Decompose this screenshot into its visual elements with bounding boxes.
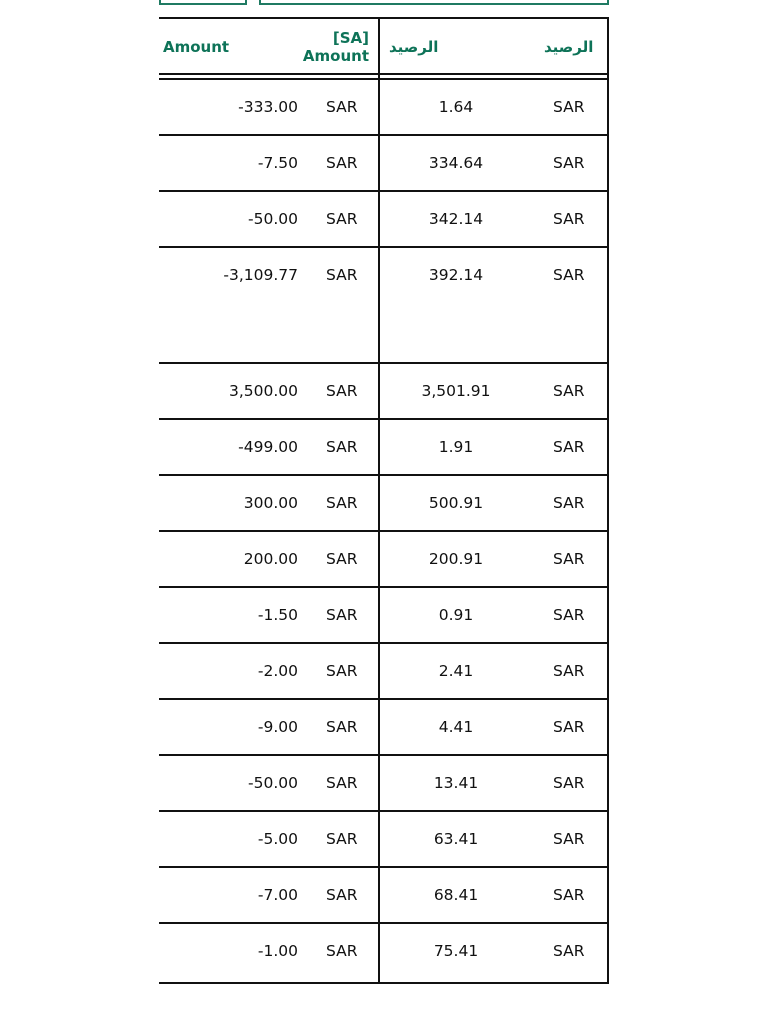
top-box-right	[259, 0, 609, 5]
amount-cell: 200.00	[243, 550, 298, 568]
row-border	[159, 586, 609, 588]
balance-cell: 3,501.91	[421, 382, 491, 400]
row-border	[159, 642, 609, 644]
balance-currency-cell: SAR	[553, 774, 585, 792]
currency-cell: SAR	[326, 718, 358, 736]
amount-cell: -333.00	[238, 98, 298, 116]
amount-cell: -50.00	[248, 210, 298, 228]
balance-cell: 2.41	[438, 662, 474, 680]
balance-currency-cell: SAR	[553, 382, 585, 400]
balance-cell: 334.64	[428, 154, 484, 172]
amount-header: Amount	[163, 38, 230, 56]
row-border	[159, 810, 609, 812]
row-border	[159, 474, 609, 476]
balance-cell: 392.14	[428, 266, 484, 284]
row-border	[159, 530, 609, 532]
amount-cell: 3,500.00	[228, 382, 298, 400]
amount-cell: -2.00	[257, 662, 298, 680]
balance-currency-cell: SAR	[553, 942, 585, 960]
amount-cell: -5.00	[257, 830, 298, 848]
balance-currency-cell: SAR	[553, 662, 585, 680]
balance-currency-cell: SAR	[553, 154, 585, 172]
currency-cell: SAR	[326, 266, 358, 284]
balance-currency-cell: SAR	[553, 266, 585, 284]
amount-cell: -1.00	[257, 942, 298, 960]
amount-cell: 300.00	[243, 494, 298, 512]
currency-cell: SAR	[326, 98, 358, 116]
currency-cell: SAR	[326, 494, 358, 512]
amount-cell: -499.00	[238, 438, 298, 456]
balance-cell: 63.41	[433, 830, 479, 848]
balance-currency-cell: SAR	[553, 98, 585, 116]
amount-cell: -9.00	[257, 718, 298, 736]
currency-cell: SAR	[326, 662, 358, 680]
balance-currency-cell: SAR	[553, 438, 585, 456]
balance-cell: 68.41	[433, 886, 479, 904]
balance-cell: 0.91	[438, 606, 474, 624]
row-border	[159, 134, 609, 136]
top-box-left	[159, 0, 247, 5]
row-border	[159, 418, 609, 420]
amount-cell: -50.00	[248, 774, 298, 792]
balance-cell: 1.91	[438, 438, 474, 456]
currency-cell: SAR	[326, 886, 358, 904]
currency-cell: SAR	[326, 606, 358, 624]
currency-cell: SAR	[326, 774, 358, 792]
row-border	[159, 246, 609, 248]
amount-cell: -3,109.77	[223, 266, 298, 284]
balance-currency-cell: SAR	[553, 550, 585, 568]
balance-cell: 342.14	[428, 210, 484, 228]
currency-cell: SAR	[326, 550, 358, 568]
amount-cell: -1.50	[257, 606, 298, 624]
currency-cell: SAR	[326, 942, 358, 960]
balance-header-1: الرصيد	[389, 38, 439, 56]
balance-cell: 1.64	[438, 98, 474, 116]
balance-currency-cell: SAR	[553, 606, 585, 624]
row-border	[159, 698, 609, 700]
balance-currency-cell: SAR	[553, 210, 585, 228]
header-divider	[378, 17, 380, 77]
amount-cell: -7.50	[257, 154, 298, 172]
sa-amount-header	[290, 29, 369, 65]
balance-currency-cell: SAR	[553, 718, 585, 736]
header-right-border	[607, 17, 609, 77]
balance-currency-cell: SAR	[553, 886, 585, 904]
table-bottom-border	[159, 982, 609, 984]
balance-cell: 200.91	[428, 550, 484, 568]
currency-cell: SAR	[326, 438, 358, 456]
balance-cell: 4.41	[438, 718, 474, 736]
currency-cell: SAR	[326, 154, 358, 172]
balance-currency-cell: SAR	[553, 494, 585, 512]
balance-header-2: الرصيد	[544, 38, 594, 56]
balance-cell: 500.91	[428, 494, 484, 512]
currency-cell: SAR	[326, 210, 358, 228]
header-bottom-border	[159, 73, 609, 75]
balance-cell: 13.41	[433, 774, 479, 792]
row-border	[159, 78, 609, 80]
row-border	[159, 190, 609, 192]
row-border	[159, 866, 609, 868]
row-border	[159, 922, 609, 924]
balance-cell: 75.41	[433, 942, 479, 960]
row-border	[159, 362, 609, 364]
sa-amount-header-line2: Amount	[302, 47, 369, 65]
currency-cell: SAR	[326, 382, 358, 400]
sa-amount-header-line1: [SA]	[332, 29, 369, 47]
row-border	[159, 754, 609, 756]
balance-currency-cell: SAR	[553, 830, 585, 848]
amount-cell: -7.00	[257, 886, 298, 904]
header-top-border	[159, 17, 609, 19]
currency-cell: SAR	[326, 830, 358, 848]
